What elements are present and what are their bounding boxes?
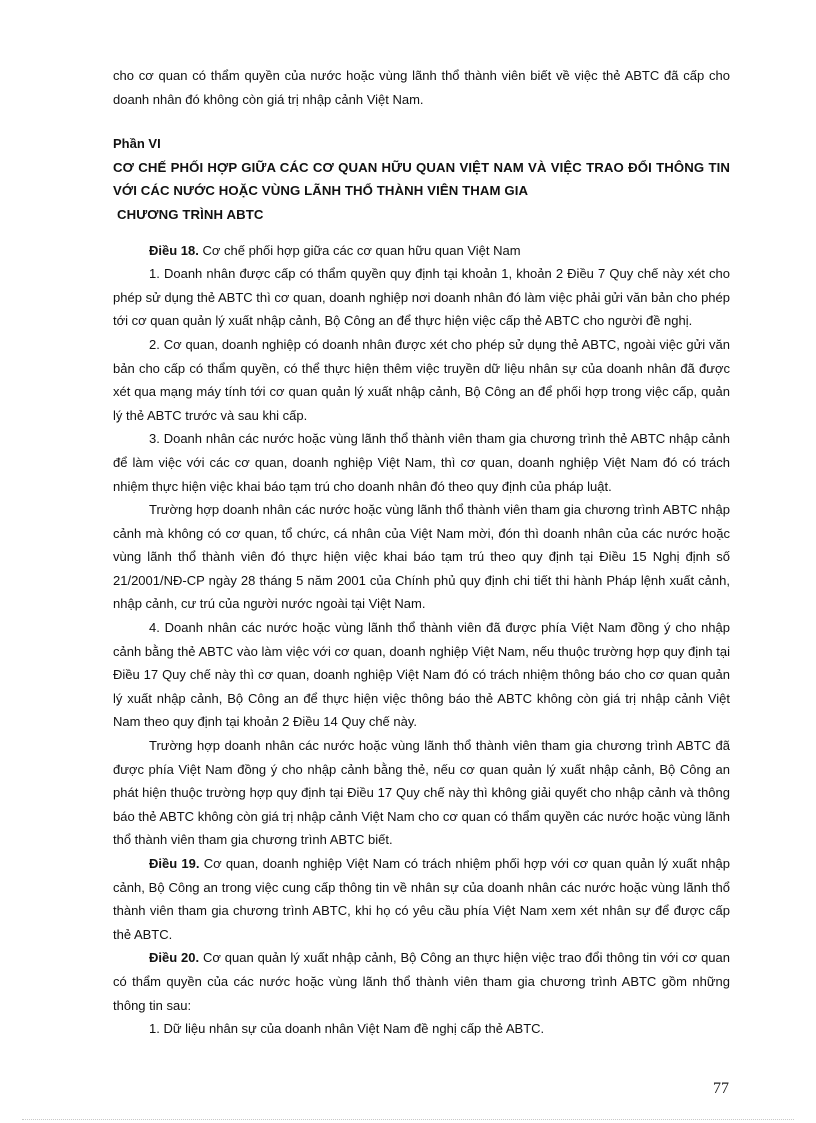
article-20-text: Cơ quan quản lý xuất nhập cảnh, Bộ Công an thực hiện việc trao đổi thông tin với cơ quan có thẩm quyền của các nước hoặc vùng lãnh thổ thành viên tham gia chương trình ABTC gồm những thông tin sau: [113,950,730,1013]
article-18-clause-1: 1. Doanh nhân được cấp có thẩm quyền quy định tại khoản 1, khoản 2 Điều 7 Quy chế này xét cho phép sử dụng thẻ ABTC thì cơ quan, doanh nghiệp nơi doanh nhân đó làm việc phải gửi văn bản cho phép tới cơ quan quản lý xuất nhập cảnh, Bộ Công an để thực hiện việc cấp thẻ ABTC cho người đề nghị. [113,266,730,329]
page-number: 77 [713,1080,729,1097]
article-18-clause-3b: Trường hợp doanh nhân các nước hoặc vùng lãnh thổ thành viên tham gia chương trình ABTC nhập cảnh mà không có cơ quan, tổ chức, cá nhân của Việt Nam mời, đón thì doanh nhân của các nước hoặc vùng lãnh thổ thành viên đó thực hiện việc khai báo tạm trú theo quy định tại Điều 15 Nghị định số 21/2001/NĐ-CP ngày 28 tháng 5 năm 2001 của Chính phủ quy định chi tiết thi hành Pháp lệnh xuất cảnh, nhập cảnh, cư trú của người nước ngoài tại Việt Nam. [113,502,730,612]
article-20 [113,946,730,1017]
article-18-title: Cơ chế phối hợp giữa các cơ quan hữu quan Việt Nam [198,242,521,258]
part-title-line1: CƠ CHẾ PHỐI HỢP GIỮA CÁC CƠ QUAN HỮU QUAN VIỆT NAM VÀ VIỆC TRAO ĐỔI THÔNG TIN VỚI CÁC NƯỚC HOẶC VÙNG LÃNH THỔ THÀNH VIÊN THAM GIA [113,159,730,199]
article-19-text: Cơ quan, doanh nghiệp Việt Nam có trách nhiệm phối hợp với cơ quan quản lý xuất nhập cảnh, Bộ Công an trong việc cung cấp thông tin về nhân sự của doanh nhân các nước hoặc vùng lãnh thổ thành viên tham gia chương trình ABTC, khi họ có yêu cầu phía Việt Nam xem xét nhân sự để được cấp thẻ ABTC. [113,856,730,942]
article-18-clause-2: 2. Cơ quan, doanh nghiệp có doanh nhân được xét cho phép sử dụng thẻ ABTC, ngoài việc gửi văn bản cho cấp có thẩm quyền, có thể thực hiện thêm việc truyền dữ liệu nhân sự của doanh nhân đã được xét qua mạng máy tính tới cơ quan quản lý xuất nhập cảnh, Bộ Công an để phối hợp trong việc cấp, quản lý thẻ ABTC trước và sau khi cấp. [113,336,730,423]
article-19-label: Điều 19. [149,856,200,871]
section-spacer [113,227,730,239]
article-18-clause-4b: Trường hợp doanh nhân các nước hoặc vùng lãnh thổ thành viên tham gia chương trình ABTC đã được phía Việt Nam đồng ý cho nhập cảnh bằng thẻ, nếu cơ quan quản lý xuất nhập cảnh, Bộ Công an phát hiện thuộc trường hợp quy định tại Điều 17 Quy chế này thì không giải quyết cho nhập cảnh và thông báo thẻ ABTC không còn giá trị nhập cảnh Việt Nam cho cơ quan có thẩm quyền các nước hoặc vùng lãnh thổ thành viên tham gia chương trình ABTC biết. [113,738,730,848]
article-18-label: Điều 18. [149,242,199,258]
document-page [113,64,730,1041]
part-label: Phần VI [113,136,161,152]
article-20-label: Điều 20. [149,950,200,966]
article-18-clause-3: 3. Doanh nhân các nước hoặc vùng lãnh thổ thành viên tham gia chương trình thẻ ABTC nhập cảnh để làm việc với các cơ quan, doanh nghiệp Việt Nam, thì cơ quan, doanh nghiệp Việt Nam đó có trách nhiệm thực hiện việc khai báo tạm trú cho doanh nhân đó theo quy định của pháp luật. [113,431,730,494]
article-20-clause-1: 1. Dữ liệu nhân sự của doanh nhân Việt Nam đề nghị cấp thẻ ABTC. [149,1021,545,1037]
intro-paragraph: cho cơ quan có thẩm quyền của nước hoặc vùng lãnh thổ thành viên biết về việc thẻ ABTC đã cấp cho doanh nhân đó không còn giá trị nhập cảnh Việt Nam. [113,68,730,107]
part-title-line2: CHƯƠNG TRÌNH ABTC [117,206,264,222]
article-18-clause-4: 4. Doanh nhân các nước hoặc vùng lãnh thổ thành viên đã được phía Việt Nam đồng ý cho nhập cảnh bằng thẻ ABTC vào làm việc với cơ quan, doanh nghiệp Việt Nam, nếu thuộc trường hợp quy định tại Điều 17 Quy chế này thì cơ quan, doanh nghiệp Việt Nam đó có trách nhiệm thông báo cho cơ quan quản lý xuất nhập cảnh, Bộ Công an để thực hiện việc thông báo thẻ ABTC không còn giá trị nhập cảnh Việt Nam theo quy định tại khoản 2 Điều 14 Quy chế này. [113,620,730,730]
article-19 [113,852,730,946]
article-18-heading [113,239,730,263]
footer-divider [22,1119,794,1120]
